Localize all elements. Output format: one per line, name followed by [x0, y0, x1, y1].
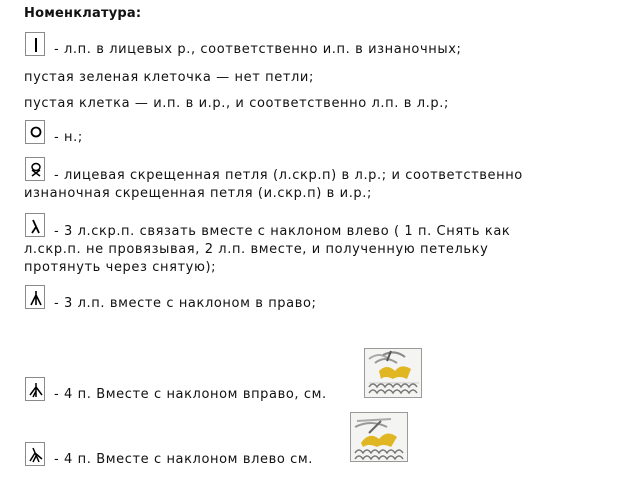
decrease-right-icon — [25, 285, 45, 309]
legend-k3tog-left-text-2: л.скр.п. не провязывая, 2 л.п. вместе, и полученную петельку — [24, 242, 489, 257]
page-title: Номенклатура: — [24, 6, 142, 21]
knitting-photo-left — [350, 412, 408, 462]
circle-icon — [25, 120, 45, 144]
legend-k3tog-right-text: - 3 л.п. вместе с наклоном в право; — [54, 296, 317, 311]
legend-k3tog-left-text-3: протянуть через снятую); — [24, 260, 217, 275]
decrease-4-left-icon — [25, 442, 45, 466]
vertical-bar-icon — [25, 32, 45, 56]
legend-twisted-text-1: - лицевая скрещенная петля (л.скр.п) в л.р.; и соответственно — [54, 168, 523, 183]
legend-yarn-over-text: - н.; — [54, 130, 83, 145]
legend-empty-green-text: пустая зеленая клеточка — нет петли; — [24, 70, 314, 85]
legend-empty-cell-text: пустая клетка — и.п. в и.р., и соответственно л.п. в л.р.; — [24, 96, 449, 111]
legend-knit-text: - л.п. в лицевых р., соответственно и.п. в изнаночных; — [54, 42, 462, 57]
legend-k3tog-left-text-1: - 3 л.скр.п. связать вместе с наклоном влево ( 1 п. Снять как — [54, 224, 511, 239]
legend-k4tog-right-text: - 4 п. Вместе с наклоном вправо, см. — [54, 387, 327, 402]
legend-twisted-text-2: изнаночная скрещенная петля (и.скр.п) в и.р.; — [24, 186, 373, 201]
legend-k4tog-left-text: - 4 п. Вместе с наклоном влево см. — [54, 452, 314, 467]
decrease-left-icon — [25, 213, 45, 237]
knitting-photo-right — [364, 348, 422, 398]
decrease-4-right-icon — [25, 377, 45, 401]
twisted-stitch-icon — [25, 157, 45, 181]
